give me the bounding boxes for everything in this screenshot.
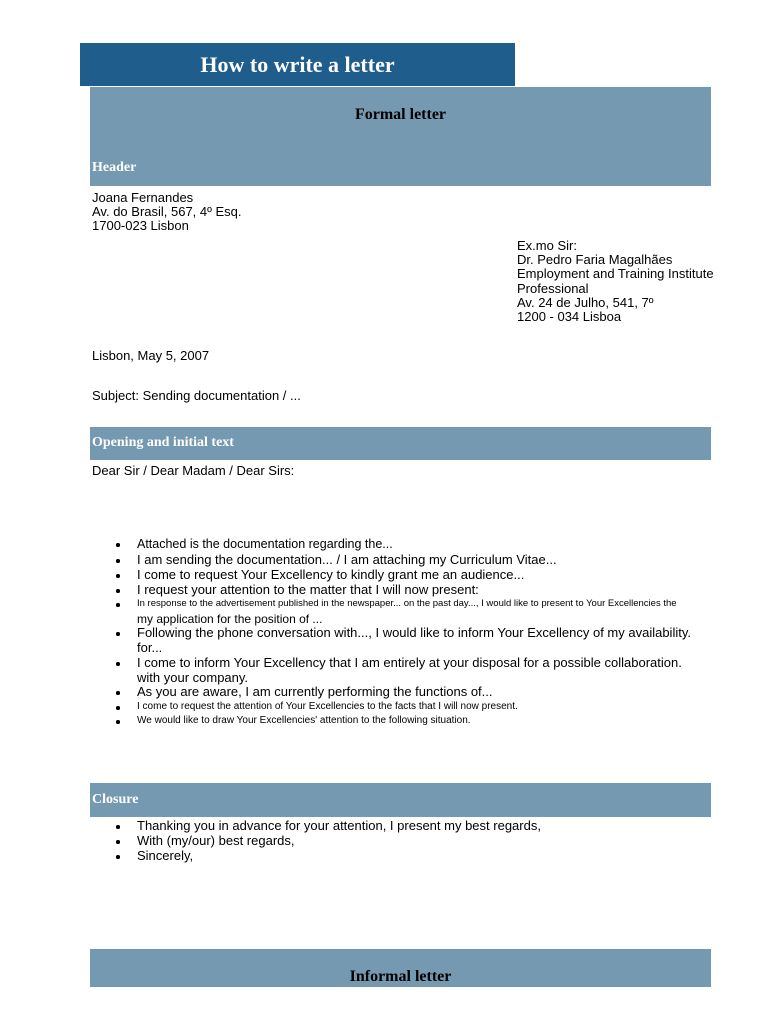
closure-band bbox=[90, 783, 711, 817]
letter-date: Lisbon, May 5, 2007 bbox=[92, 348, 210, 363]
salutation: Dear Sir / Dear Madam / Dear Sirs: bbox=[92, 463, 295, 478]
list-item bbox=[137, 597, 677, 626]
list-item-text: We would like to draw Your Excellencies' attention to the following situation. bbox=[137, 715, 471, 726]
list-item-text: I come to inform Your Excellency that I am entirely at your disposal for a possible collaboration. bbox=[137, 655, 682, 670]
list-item bbox=[137, 849, 193, 864]
list-item bbox=[137, 656, 682, 685]
list-item bbox=[137, 553, 557, 568]
recipient-address bbox=[517, 239, 714, 324]
recipient-organization: Employment and Training Institute bbox=[517, 266, 714, 282]
sender-name: Joana Fernandes bbox=[92, 190, 194, 205]
list-item-text: I request your attention to the matter that I will now present: bbox=[137, 582, 479, 597]
sender-city: 1700-023 Lisbon bbox=[92, 218, 189, 233]
list-item-text: Attached is the documentation regarding the... bbox=[137, 537, 393, 551]
list-item-text: Sincerely, bbox=[137, 848, 194, 863]
recipient-city: 1200 - 034 Lisboa bbox=[517, 309, 622, 325]
list-item bbox=[137, 714, 471, 729]
recipient-name: Dr. Pedro Faria Magalhães bbox=[517, 252, 673, 268]
informal-letter-band bbox=[90, 949, 711, 987]
informal-letter-heading: Informal letter bbox=[349, 968, 452, 985]
list-item bbox=[137, 685, 493, 700]
section-label-header: Header bbox=[92, 160, 137, 175]
list-item bbox=[137, 834, 295, 849]
list-item-text: I come to request Your Excellency to kindly grant me an audience... bbox=[137, 567, 525, 582]
list-item-text: With (my/our) best regards, bbox=[137, 833, 295, 848]
list-item-text-continued: for... bbox=[137, 639, 163, 655]
sender-address bbox=[92, 191, 242, 233]
list-item-text: In response to the advertisement published in the newspaper... on the past day..., I would like to present to Your Excellencies the bbox=[137, 598, 677, 609]
section-label-opening: Opening and initial text bbox=[92, 435, 234, 450]
recipient-organization-continued: Professional bbox=[517, 280, 589, 296]
formal-letter-heading: Formal letter bbox=[354, 106, 447, 123]
opening-band bbox=[90, 427, 711, 460]
sender-street: Av. do Brasil, 567, 4º Esq. bbox=[92, 204, 242, 219]
list-item-text: Thanking you in advance for your attention, I present my best regards, bbox=[137, 818, 541, 833]
list-item bbox=[137, 819, 541, 834]
list-item-text: Following the phone conversation with..., I would like to inform Your Excellency of my availability. bbox=[137, 625, 691, 640]
title-bar bbox=[80, 43, 515, 86]
list-item-text: I am sending the documentation... / I am attaching my Curriculum Vitae... bbox=[137, 552, 557, 567]
list-item-text: As you are aware, I am currently performing the functions of... bbox=[137, 684, 493, 699]
list-item-text-continued: with your company. bbox=[137, 669, 249, 685]
list-item bbox=[137, 583, 479, 598]
formal-letter-band bbox=[90, 87, 711, 186]
letter-subject: Subject: Sending documentation / ... bbox=[92, 388, 301, 403]
recipient-street: Av. 24 de Julho, 541, 7º bbox=[517, 294, 654, 310]
recipient-greeting: Ex.mo Sir: bbox=[517, 238, 577, 253]
list-item bbox=[137, 537, 393, 552]
list-item-text-continued: my application for the position of ... bbox=[137, 611, 323, 626]
section-label-closure: Closure bbox=[92, 792, 139, 807]
list-item bbox=[137, 568, 524, 583]
list-item bbox=[137, 626, 691, 655]
list-item bbox=[137, 700, 518, 715]
page-title: How to write a letter bbox=[200, 52, 395, 77]
list-item-text: I come to request the attention of Your Excellencies to the facts that I will now present. bbox=[137, 701, 518, 712]
